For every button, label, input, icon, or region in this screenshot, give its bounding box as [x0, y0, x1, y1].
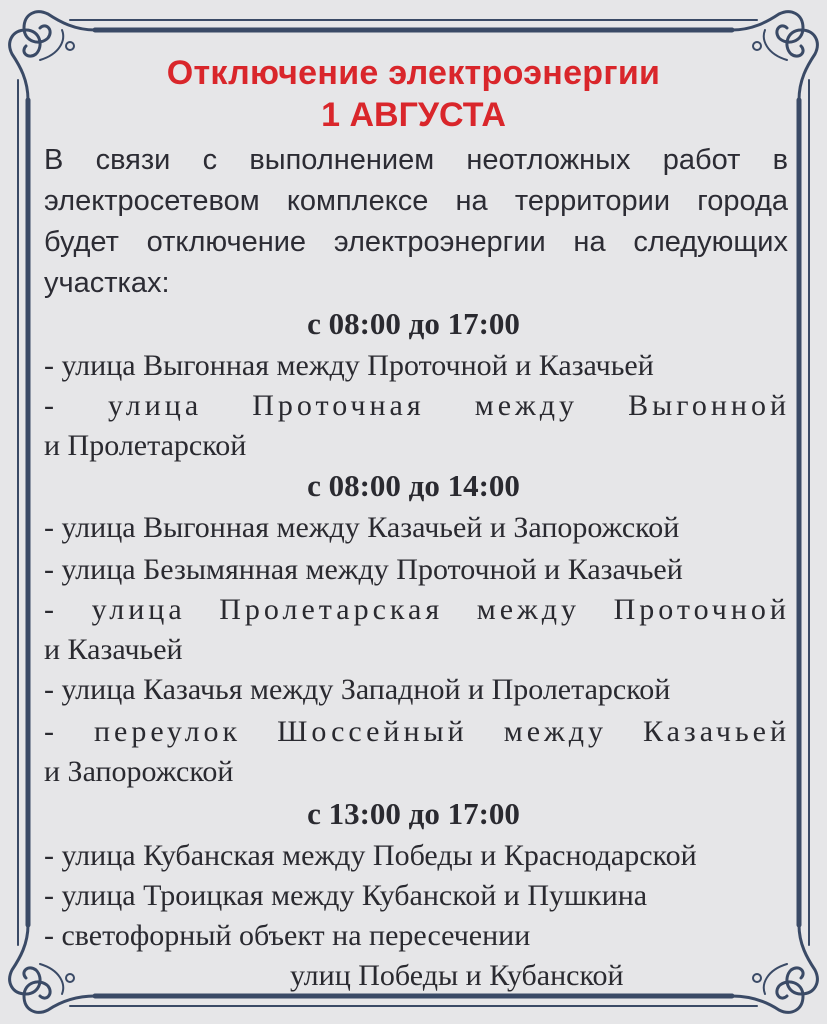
- outage-line: и Казачьей: [44, 633, 183, 666]
- outage-line: и Пролетарской: [44, 429, 247, 462]
- outage-line: - улица Казачья между Западной и Пролетарской: [44, 673, 671, 706]
- intro-text: В связи с выполнением неотложных работ в электросетевом комплексе на территории города будет отключение электроэнергии на следующих участках:: [44, 144, 788, 299]
- time-range-2: с 08:00 до 14:00: [307, 468, 520, 503]
- title-line-1: Отключение электроэнергии: [166, 54, 661, 92]
- outage-line: - улица Проточная между Выгонной: [44, 389, 790, 422]
- outage-line: - улица Выгонная между Проточной и Казачьей: [44, 349, 654, 382]
- outage-line: - улица Безымянная между Проточной и Казачьей: [44, 553, 683, 586]
- outage-line: - улица Кубанская между Победы и Краснодарской: [44, 839, 697, 872]
- outage-line: - переулок Шоссейный между Казачьей: [44, 715, 790, 748]
- outage-line: и Запорожской: [44, 755, 234, 788]
- time-range-3: с 13:00 до 17:00: [307, 796, 520, 831]
- outage-line: - улица Троицкая между Кубанской и Пушкина: [44, 879, 648, 912]
- outage-line: - светофорный объект на пересечении: [44, 919, 531, 952]
- outage-line: - улица Выгонная между Казачьей и Запорожской: [44, 511, 680, 544]
- time-range-1: с 08:00 до 17:00: [307, 306, 520, 341]
- outage-line: улиц Победы и Кубанской: [290, 959, 624, 992]
- outage-line: - улица Пролетарская между Проточной: [44, 593, 790, 626]
- title-line-2: 1 АВГУСТА: [321, 96, 506, 134]
